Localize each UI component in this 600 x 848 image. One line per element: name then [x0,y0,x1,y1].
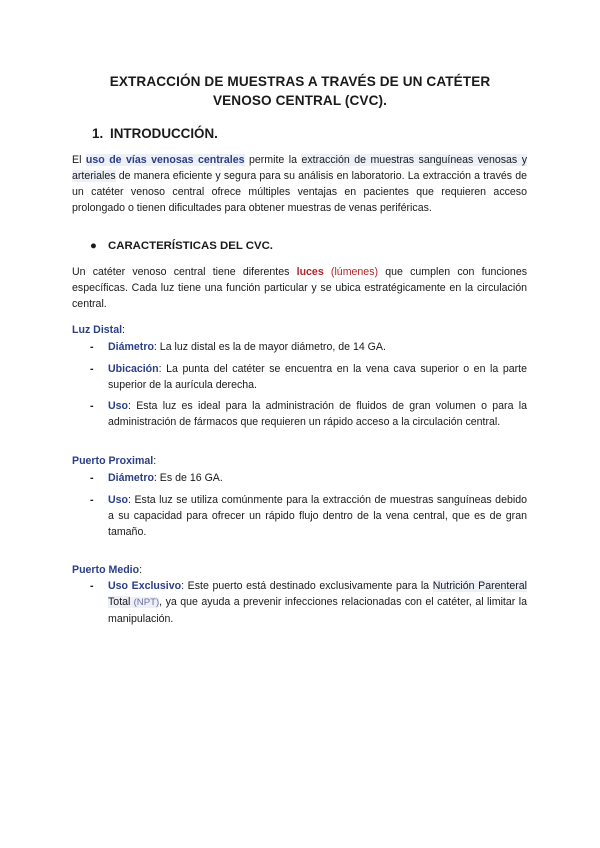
item-label: Diámetro [108,472,154,484]
lumenes-term: (lúmenes) [323,266,379,278]
luces-term: luces [296,266,324,278]
document-title-line-2: VENOSO CENTRAL (CVC). [212,93,388,108]
heading-colon: : [122,324,125,336]
item-label: Diámetro [108,341,154,353]
dash-bullet: - [90,400,94,412]
list-item [90,339,527,355]
char-text-1: Un catéter venoso central tiene diferentes [72,266,297,278]
dash-bullet: - [90,580,94,592]
npt-abbreviation: (NPT) [130,597,160,608]
item-label: Uso [108,494,129,506]
intro-term-highlight: uso de vías venosas centrales [85,154,245,166]
section-title: INTRODUCCIÓN. [110,126,218,141]
item-text-end: , ya que ayuda a prevenir infecciones relacionadas con el catéter, al limitar la manipulación. [108,596,527,625]
intro-text-2: permite la [244,154,302,166]
item-label: Uso [108,400,129,412]
puerto-medio-title: Puerto Medio [72,564,140,576]
puerto-proximal-title: Puerto Proximal [72,455,154,467]
section-number: 1. [92,126,104,141]
bullet-icon: ● [90,240,97,252]
heading-colon: : [139,564,143,576]
intro-text-1: El [72,154,86,166]
item-text: : Es de 16 GA. [153,472,223,484]
item-label: Ubicación [108,363,159,375]
characteristics-paragraph [72,264,527,312]
list-item [90,361,527,393]
list-item [90,492,527,540]
dash-bullet: - [90,494,94,506]
list-item [90,578,527,627]
puerto-medio-heading [72,564,142,576]
list-item [90,470,527,486]
item-text: : Este puerto está destinado exclusivamente para la [181,580,433,592]
item-text: : Esta luz se utiliza comúnmente para la extracción de muestras sanguíneas debido a su capacidad para ofrecer un rápido flujo dentro de la vena central, que es de gran tamaño. [108,494,527,538]
item-text: : La punta del catéter se encuentra en la vena cava superior o en la parte superior de la aurícula derecha. [108,363,527,391]
item-text: : Esta luz es ideal para la administración de fluidos de gran volumen o para la administración de fármacos que requieren un rápido acceso a la circulación central. [108,400,527,428]
dash-bullet: - [90,363,94,375]
section-heading-introduccion [92,126,218,141]
dash-bullet: - [90,341,94,353]
characteristics-heading [90,240,273,252]
intro-paragraph [72,152,527,216]
item-label: Uso Exclusivo [108,580,182,592]
npt-highlight: Nutrición Parenteral Total [108,580,528,608]
intro-highlight: extracción de muestras sanguíneas venosas y arteriales [72,154,527,182]
char-text-2: que cumplen con funciones específicas. Cada luz tiene una función particular y se ubica estratégicamente en la circulación central. [72,266,528,310]
heading-colon: : [153,455,157,467]
item-text: : La luz distal es la de mayor diámetro, de 14 GA. [153,341,386,353]
dash-bullet: - [90,472,94,484]
luz-distal-title: Luz Distal [72,324,123,336]
puerto-proximal-heading [72,455,156,467]
luz-distal-heading [72,324,125,336]
document-title-line-1: EXTRACCIÓN DE MUESTRAS A TRAVÉS DE UN CATÉTER [109,74,491,89]
intro-text-3: de manera eficiente y segura para su análisis en laboratorio. La extracción a través de un catéter venoso central ofrece múltiples ventajas en pacientes que requieren acceso prolongado o tienen dificultades para obtener muestras de venas periféricas. [72,170,527,214]
list-item [90,398,527,430]
characteristics-title: CARACTERÍSTICAS DEL CVC. [108,240,273,252]
